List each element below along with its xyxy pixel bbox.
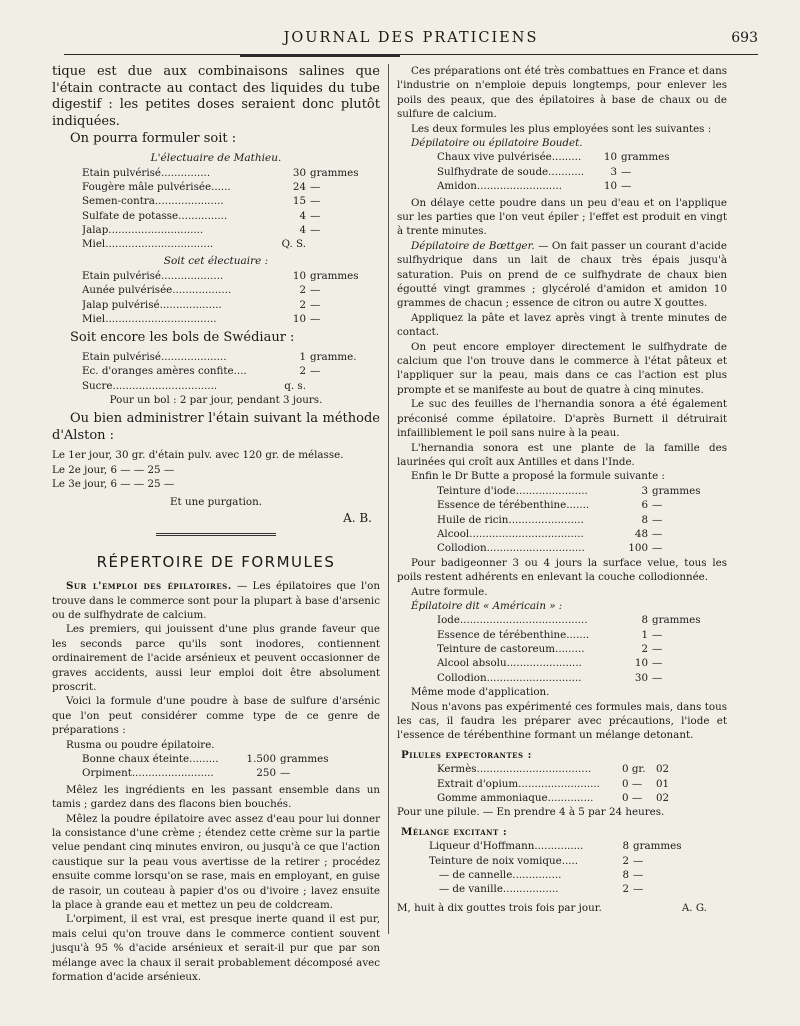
cet-electuaire-formula bbox=[82, 269, 380, 327]
cet-electuaire-title: Soit cet électuaire : bbox=[163, 254, 269, 267]
melez-paragraph-1: Mêlez les ingrédients en les passant ensemble dans un tamis ; gardez dans des flacons bien bouchés. bbox=[52, 783, 380, 811]
formula-row: Liqueur d'Hoffmann............... 8 grammes bbox=[429, 840, 682, 853]
boudet-title: Dépilatoire ou épilatoire Boudet. bbox=[411, 137, 583, 150]
formula-row: Essence de térébenthine....... 1 — bbox=[437, 628, 663, 641]
purgation-line: Et une purgation. bbox=[170, 495, 262, 508]
page-number: 693 bbox=[731, 30, 758, 46]
right-column bbox=[397, 64, 727, 915]
journal-title: JOURNAL DES PRATICIENS bbox=[283, 30, 539, 46]
header-rule bbox=[64, 54, 758, 55]
bols-note: Pour un bol : 2 par jour, pendant 3 jours. bbox=[109, 394, 323, 407]
formuler-paragraph: On pourra formuler soit : bbox=[70, 131, 237, 146]
badigeonner-paragraph: Pour badigeonner 3 ou 4 jours la surface velue, tous les poils restent adhérents en enlevant la couche collodionnée. bbox=[397, 556, 727, 584]
hernandia-paragraph: L'hernandia sonora est une plante de la famille des laurinées qui croît aux Antilles et dans l'Inde. bbox=[397, 441, 727, 468]
voici-paragraph: Voici la formule d'une poudre à base de sulfure d'arsénic que l'on peut considérer comme type de ce genre de préparations : bbox=[52, 695, 380, 737]
melez-paragraph-2: Mêlez la poudre épilatoire avec assez d'eau pour lui donner la consistance d'une crème ; étendez cette crème sur la partie velue pendant cinq minutes environ, ou jusqu'à ce que l'action caustique sur la peau vous avertisse de la retirer ; procédez ensuite comme lorsqu'on se rase, mais en employant, en guise de rasoir, un couteau à papier d'os ou d'ivoire ; lavez ensuite la place à grande eau et mettez un peu de coldcream. bbox=[52, 812, 380, 912]
premiers-paragraph: Les premiers, qui jouissent d'une plus grande faveur que les seconds parce qu'ils sont inodores, contiennent ordinairement de l'acide arsénieux et peuvent occasionner de graves accidents, aussi leur emploi doit être absolument proscrit. bbox=[52, 623, 380, 693]
formula-row: Etain pulvérisé............... 30 grammes bbox=[82, 166, 359, 179]
formula-row: Orpiment......................... 250 — bbox=[82, 767, 291, 780]
section-title: RÉPERTOIRE DE FORMULES bbox=[96, 553, 336, 572]
formula-row: Teinture de castoreum......... 2 — bbox=[437, 643, 663, 656]
formula-row: Amidon.......................... 10 — bbox=[437, 180, 632, 193]
electuaire-mathieu-title: L'électuaire de Mathieu. bbox=[150, 151, 282, 164]
americain-formula bbox=[437, 613, 727, 685]
intro-paragraph: tique est due aux combinaisons salines que l'étain contracte au contact des liquides du tube digestif : les petites doses seraient donc plutôt indiquées. bbox=[52, 64, 380, 129]
delaye-paragraph: On délaye cette poudre dans un peu d'eau et on l'applique sur les parties que l'on veut épiler ; l'effet est produit en vingt à trente minutes. bbox=[397, 196, 727, 238]
formula-row: Essence de térébenthine....... 6 — bbox=[437, 499, 663, 512]
formula-row: Teinture de noix vomique..... 2 — bbox=[429, 854, 644, 867]
formula-row: Collodion............................. 30 — bbox=[437, 671, 663, 684]
formula-row: Teinture d'iode...................... 3 grammes bbox=[437, 484, 701, 497]
formula-row: Alcool absolu....................... 10 — bbox=[437, 657, 663, 670]
formula-row: Collodion.............................. 100 — bbox=[437, 542, 663, 555]
formula-row: Semen-contra..................... 15 — bbox=[82, 195, 321, 208]
formula-row: — de cannelle............... 8 — bbox=[429, 869, 644, 882]
appliquez-paragraph: Appliquez la pâte et lavez après vingt à trente minutes de contact. bbox=[397, 311, 727, 339]
butte-paragraph: Enfin le Dr Butte a proposé la formule suivante : bbox=[411, 470, 665, 483]
header-rule-thick bbox=[240, 55, 400, 57]
bols-formula bbox=[82, 350, 380, 393]
boettger-title: Dépilatoire de Bœttger. bbox=[411, 239, 535, 252]
melange-title: Mélange excitant : bbox=[401, 825, 508, 838]
column-divider bbox=[388, 64, 389, 934]
ces-paragraph: Ces préparations ont été très combattues en France et dans l'industrie on n'emploie depuis longtemps, pour enlever les poils des peaux, que des épilatoires à base de chaux ou de sulfure de calcium. bbox=[397, 65, 727, 121]
autre-formule: Autre formule. bbox=[411, 585, 488, 598]
formula-row: Alcool................................... 48 — bbox=[437, 527, 663, 540]
alston-row: Le 2e jour, 6 — — 25 — bbox=[52, 463, 175, 476]
alston-schedule bbox=[52, 448, 380, 491]
alston-row: Le 1er jour, 30 gr. d'étain pulv. avec 120 gr. de mélasse. bbox=[52, 449, 344, 462]
boettger-paragraph: Dépilatoire de Bœttger. — On fait passer un courant d'acide sulfhydrique dans un lait de chaux très épais jusqu'à saturation. Puis on prend de ce sulfhydrate de chaux bien égoutté vingt grammes ; glycérolé d'amidon et amidon 10 grammes de chacun ; essence de citron ou autre X gouttes. bbox=[397, 239, 727, 310]
formula-row: Aunée pulvérisée.................. 2 — bbox=[82, 284, 321, 297]
formula-row: Jalap pulvérisé................... 2 — bbox=[82, 298, 321, 311]
boudet-formula bbox=[437, 150, 727, 193]
formula-row: Etain pulvérisé.................... 1 gramme. bbox=[82, 350, 357, 363]
formula-row: Kermès................................... 0 gr. 02 bbox=[437, 763, 670, 776]
epilatoires-heading: Sur l'emploi des épilatoires. bbox=[66, 580, 232, 593]
americain-title: Épilatoire dit « Américain » : bbox=[411, 599, 563, 612]
swediaur-paragraph: Soit encore les bols de Swédiaur : bbox=[70, 330, 295, 346]
rusma-title: Rusma ou poudre épilatoire. bbox=[66, 738, 215, 751]
meme-mode: Même mode d'application. bbox=[411, 686, 550, 699]
formula-row: Extrait d'opium......................... 0 — 01 bbox=[437, 777, 670, 790]
formula-row: — de vanille................. 2 — bbox=[429, 883, 644, 896]
melange-formula bbox=[429, 839, 727, 897]
formula-row: Gomme ammoniaque.............. 0 — 02 bbox=[437, 792, 670, 805]
signature-ab: A. B. bbox=[343, 511, 372, 526]
deux-formules-paragraph: Les deux formules les plus employées sont les suivantes : bbox=[411, 122, 712, 135]
formula-row: Huile de ricin....................... 8 — bbox=[437, 513, 663, 526]
formula-row: Chaux vive pulvérisée......... 10 grammes bbox=[437, 151, 670, 164]
suc-paragraph: Le suc des feuilles de l'hernandia sonora a été également préconisé comme épilatoire. D'après Burnett il détruirait infailliblement le poil sans nuire à la peau. bbox=[397, 398, 727, 440]
section-separator bbox=[156, 533, 276, 539]
butte-formula bbox=[437, 484, 727, 556]
rusma-formula bbox=[82, 752, 380, 781]
pilules-title: Pilules expectorantes : bbox=[401, 748, 532, 761]
alston-paragraph: Ou bien administrer l'étain suivant la méthode d'Alston : bbox=[52, 411, 380, 443]
formula-row: Sucre................................ q. s. bbox=[82, 379, 306, 392]
electuaire-mathieu-formula bbox=[82, 166, 380, 252]
formula-row: Ec. d'oranges amères confite.... 2 — bbox=[82, 365, 321, 378]
onpeut-paragraph: On peut encore employer directement le sulfhydrate de calcium que l'on trouve dans le commerce à l'état pâteux et l'appliquer sur la peau, mais dans ce cas l'action est plus prompte et se manifeste au bout de quatre à cinq minutes. bbox=[397, 340, 727, 396]
formula-row: Jalap............................. 4 — bbox=[82, 224, 321, 237]
pilules-formula bbox=[437, 762, 727, 805]
formula-row: Bonne chaux éteinte......... 1.500 grammes bbox=[82, 752, 329, 765]
formula-row: Miel.................................. 10 — bbox=[82, 313, 321, 326]
formula-row: Etain pulvérisé................... 10 grammes bbox=[82, 269, 359, 282]
signature-ag: A. G. bbox=[681, 901, 707, 914]
pilule-dosage: Pour une pilule. — En prendre 4 à 5 par 24 heures. bbox=[397, 806, 665, 819]
formula-row: Fougère mâle pulvérisée...... 24 — bbox=[82, 180, 321, 193]
epilatoires-paragraph: Sur l'emploi des épilatoires. — Les épilatoires que l'on trouve dans le commerce sont pour la plupart à base d'arsenic ou de sulfhydrate de calcium. bbox=[52, 580, 380, 621]
orpiment-paragraph: L'orpiment, il est vrai, est presque inerte quand il est pur, mais celui qu'on trouve dans le commerce contient souvent jusqu'à 95 % d'acide arsénieux et serait-il pur que par son mélange avec la chaux il serait probablement décomposé avec formation d'acide arsénieux. bbox=[52, 913, 380, 984]
running-header bbox=[64, 28, 758, 50]
alston-row: Le 3e jour, 6 — — 25 — bbox=[52, 478, 175, 491]
left-column bbox=[52, 64, 380, 984]
formula-row: Sulfate de potasse............... 4 — bbox=[82, 209, 321, 222]
formula-row: Iode....................................... 8 grammes bbox=[437, 614, 701, 627]
nous-paragraph: Nous n'avons pas expérimenté ces formules mais, dans tous les cas, il faudra les préparer avec précautions, l'iode et l'essence de térébenthine formant un mélange detonant. bbox=[397, 700, 727, 742]
closing-dosage: M, huit à dix gouttes trois fois par jour. bbox=[397, 901, 602, 914]
formula-row: Miel................................. Q. S. bbox=[82, 238, 306, 251]
formula-row: Sulfhydrate de soude........... 3 — bbox=[437, 165, 632, 178]
closing-line bbox=[397, 901, 727, 915]
